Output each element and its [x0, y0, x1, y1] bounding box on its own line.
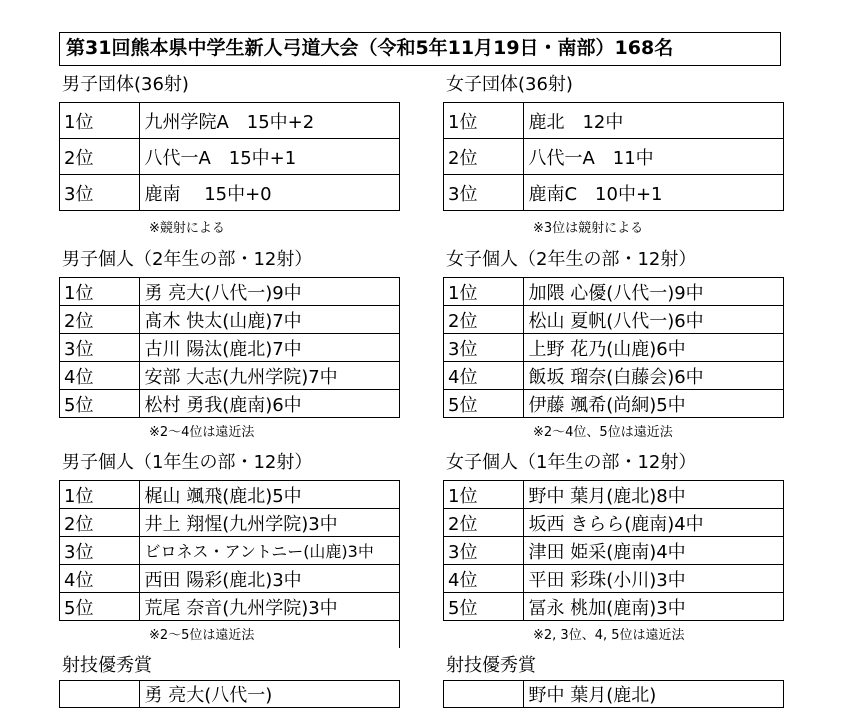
table-row [60, 103, 400, 139]
boys-team-note: ※競射による [149, 221, 225, 236]
table-row [60, 509, 400, 537]
rank-cell: 3位 [444, 175, 524, 211]
table-row [444, 537, 784, 565]
girls-award-table [443, 680, 784, 708]
rank-cell: 4位 [444, 362, 524, 390]
table-row [60, 565, 400, 593]
rank-cell [444, 681, 524, 708]
table-row [60, 593, 400, 621]
rank-cell: 5位 [444, 390, 524, 418]
rank-cell: 1位 [444, 103, 524, 139]
girls-award-heading: 射技優秀賞 [446, 655, 536, 676]
result-cell: 勇 亮大(八代一) [140, 681, 400, 708]
boys-award-table [59, 680, 400, 708]
table-row [444, 509, 784, 537]
rank-cell: 1位 [60, 103, 140, 139]
rank-cell [60, 681, 140, 708]
rank-cell: 3位 [60, 334, 140, 362]
table-row [60, 306, 400, 334]
girls-2nd-heading: 女子個人（2年生の部・12射） [446, 249, 697, 270]
table-row [444, 306, 784, 334]
result-cell: 冨永 桃加(鹿南)3中 [524, 593, 784, 621]
table-row [444, 481, 784, 509]
boys-team-table [59, 102, 400, 211]
rank-cell: 2位 [444, 306, 524, 334]
table-row [444, 278, 784, 306]
result-cell: 上野 花乃(山鹿)6中 [524, 334, 784, 362]
table-row [444, 103, 784, 139]
result-cell: 八代一A 15中+1 [140, 139, 400, 175]
result-cell: 鹿南 15中+0 [140, 175, 400, 211]
rank-cell: 4位 [60, 565, 140, 593]
table-row [444, 681, 784, 708]
table-row [60, 278, 400, 306]
table-row [444, 593, 784, 621]
result-cell: 八代一A 11中 [524, 139, 784, 175]
girls-team-heading: 女子団体(36射) [446, 74, 573, 95]
result-cell: 津田 姫采(鹿南)4中 [524, 537, 784, 565]
boys-1st-note: ※2～5位は遠近法 [149, 628, 255, 643]
rank-cell: 3位 [60, 537, 140, 565]
rank-cell: 4位 [444, 565, 524, 593]
rank-cell: 1位 [444, 481, 524, 509]
result-cell: 荒尾 奈音(九州学院)3中 [140, 593, 400, 621]
result-cell: 平田 彩珠(小川)3中 [524, 565, 784, 593]
result-cell: 松村 勇我(鹿南)6中 [140, 390, 400, 418]
table-row [60, 481, 400, 509]
girls-2nd-note: ※2～4位、5位は遠近法 [533, 425, 673, 440]
rank-cell: 5位 [60, 390, 140, 418]
rank-cell: 1位 [60, 481, 140, 509]
girls-1st-table [443, 480, 784, 621]
girls-1st-heading: 女子個人（1年生の部・12射） [446, 452, 697, 473]
column-divider [399, 612, 400, 648]
rank-cell: 5位 [60, 593, 140, 621]
table-row [60, 334, 400, 362]
table-row [60, 175, 400, 211]
result-cell: 古川 陽汰(鹿北)7中 [140, 334, 400, 362]
result-cell: 松山 夏帆(八代一)6中 [524, 306, 784, 334]
rank-cell: 5位 [444, 593, 524, 621]
result-cell: 九州学院A 15中+2 [140, 103, 400, 139]
result-cell: 鹿南C 10中+1 [524, 175, 784, 211]
result-cell: 坂西 きらら(鹿南)4中 [524, 509, 784, 537]
girls-team-table [443, 102, 784, 211]
result-cell: 井上 翔惺(九州学院)3中 [140, 509, 400, 537]
boys-2nd-note: ※2～4位は遠近法 [149, 425, 255, 440]
rank-cell: 3位 [444, 334, 524, 362]
table-row [60, 139, 400, 175]
table-row [60, 537, 400, 565]
rank-cell: 2位 [60, 139, 140, 175]
result-cell: 梶山 颯飛(鹿北)5中 [140, 481, 400, 509]
rank-cell: 2位 [444, 509, 524, 537]
rank-cell: 1位 [444, 278, 524, 306]
girls-2nd-table [443, 277, 784, 418]
result-cell: 飯坂 瑠奈(白藤会)6中 [524, 362, 784, 390]
result-cell: 伊藤 颯希(尚絅)5中 [524, 390, 784, 418]
boys-2nd-heading: 男子個人（2年生の部・12射） [62, 249, 313, 270]
result-cell: 髙木 快太(山鹿)7中 [140, 306, 400, 334]
table-row [60, 390, 400, 418]
result-cell: 野中 葉月(鹿北) [524, 681, 784, 708]
result-cell: 鹿北 12中 [524, 103, 784, 139]
girls-team-note: ※3位は競射による [533, 221, 644, 236]
rank-cell: 3位 [60, 175, 140, 211]
page-title: 第31回熊本県中学生新人弓道大会（令和5年11月19日・南部）168名 [59, 32, 781, 66]
boys-team-heading: 男子団体(36射) [62, 74, 189, 95]
rank-cell: 2位 [444, 139, 524, 175]
result-cell: ビロネス・アントニー(山鹿)3中 [140, 537, 400, 565]
table-row [444, 390, 784, 418]
table-row [60, 362, 400, 390]
rank-cell: 2位 [60, 509, 140, 537]
table-row [444, 362, 784, 390]
result-cell: 西田 陽彩(鹿北)3中 [140, 565, 400, 593]
result-cell: 安部 大志(九州学院)7中 [140, 362, 400, 390]
result-cell: 加隈 心優(八代一)9中 [524, 278, 784, 306]
table-row [444, 175, 784, 211]
rank-cell: 4位 [60, 362, 140, 390]
result-cell: 勇 亮大(八代一)9中 [140, 278, 400, 306]
boys-1st-heading: 男子個人（1年生の部・12射） [62, 452, 313, 473]
rank-cell: 1位 [60, 278, 140, 306]
result-cell: 野中 葉月(鹿北)8中 [524, 481, 784, 509]
girls-1st-note: ※2, 3位、4, 5位は遠近法 [533, 628, 685, 643]
rank-cell: 2位 [60, 306, 140, 334]
table-row [444, 139, 784, 175]
table-row [60, 681, 400, 708]
rank-cell: 3位 [444, 537, 524, 565]
boys-1st-table [59, 480, 400, 621]
table-row [444, 565, 784, 593]
boys-award-heading: 射技優秀賞 [62, 655, 152, 676]
table-row [444, 334, 784, 362]
boys-2nd-table [59, 277, 400, 418]
